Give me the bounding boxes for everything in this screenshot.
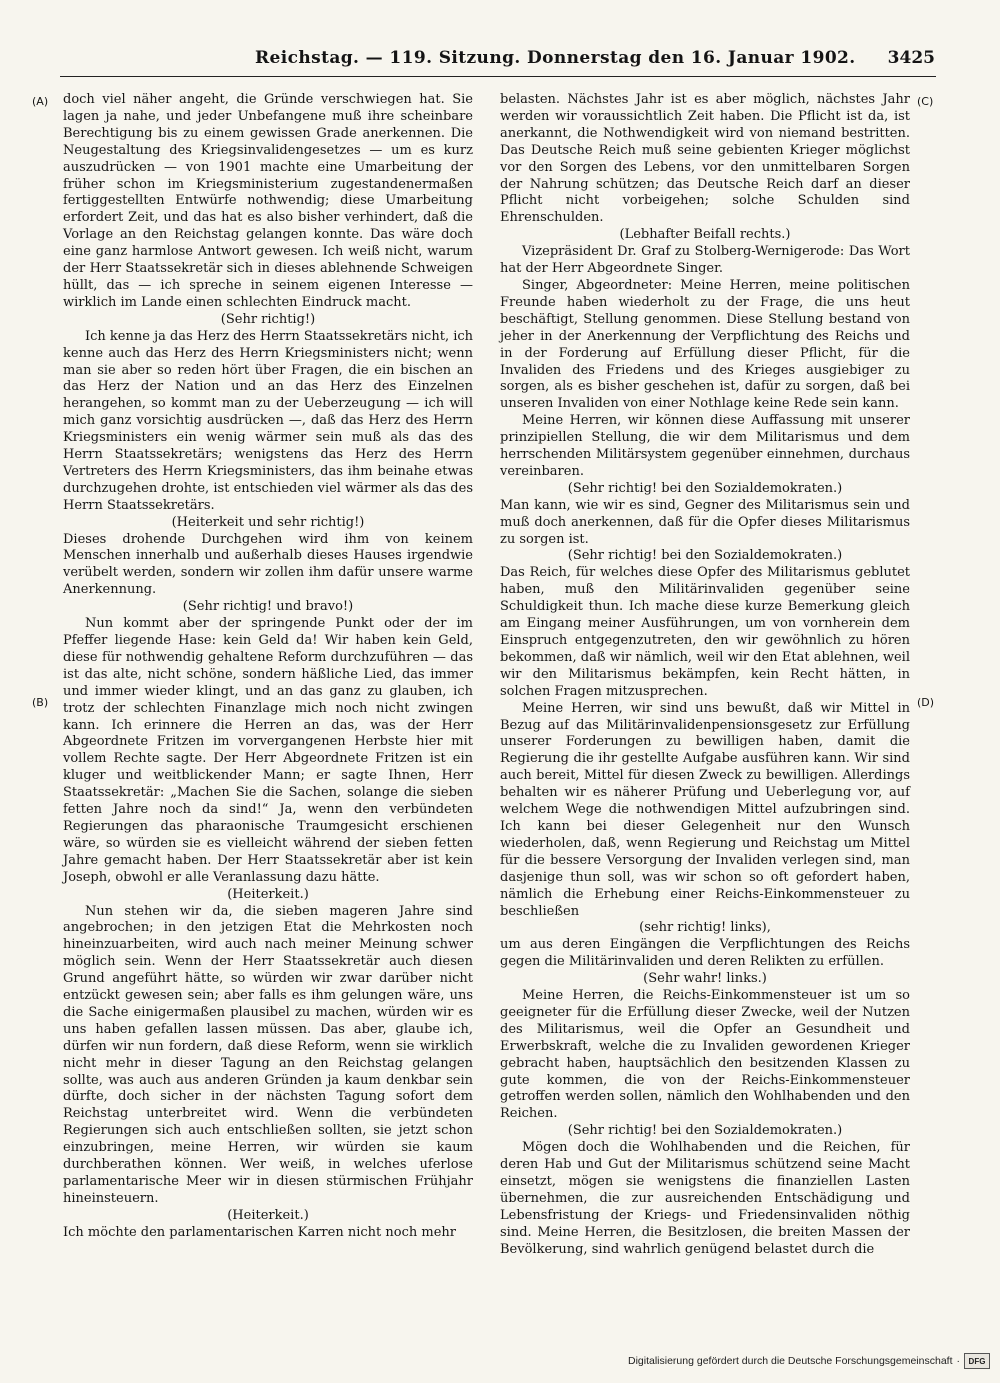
interjection: (Heiterkeit und sehr richtig!) (171, 514, 365, 530)
separator: · (956, 1355, 960, 1367)
interjection: (Sehr richtig! und bravo!) (182, 599, 354, 615)
right-column (500, 92, 910, 1259)
interjection: (Sehr richtig! bei den Sozialdemokraten.) (567, 1123, 843, 1139)
page-header (255, 44, 935, 74)
page-number: 3425 (887, 48, 935, 68)
interjection: (Heiterkeit.) (227, 886, 309, 902)
paragraph: Meine Herren, wir sind uns bewußt, daß wir Mittel in Bezug auf das Militärinvalidenpensionsgesetz zur Erfüllung unserer Forderungen zu bewilligen haben, damit die Regierung die ihr gestellte Aufgabe ausführen kann. Wir sind auch bereit, Mittel für diesen Zweck zu bewilligen. Allerdings behalten wir es näherer Prüfung und Ueberlegung vor, auf welchem Wege die nothwendigen Mittel aufzubringen sind. Ich kann bei dieser Gelegenheit nur den Wunsch wiederholen, daß, wenn Regierung und Reichstag um Mittel für die bessere Versorgung der Invaliden verlegen sind, man dasjenige thun soll, was wir schon so oft gefordert haben, nämlich die Erhebung einer Reichs-Einkommensteuer zu beschließen (500, 700, 910, 919)
paragraph: Ich kenne ja das Herz des Herrn Staatssekretärs nicht, ich kenne auch das Herz des Herrn Kriegsministers nicht; wenn man sie aber so reden hört über Fragen, die ein bischen an das Herz der Nation und an das Herz des Einzelnen herangehen, so kommt man zu der Ueberzeugung — ich will mich ganz vorsichtig ausdrücken —, daß das Herz des Herrn Kriegsministers ein wenig wärmer sein muß als das des Herrn Staatssekretärs; wenigstens das Herz des Herrn Vertreters des Herrn Kriegsministers, das ihm beinahe etwas durchzugehen drohte, ist entschieden viel wärmer als das des Herrn Staatssekretärs. (63, 328, 474, 513)
interjection: (Sehr richtig! bei den Sozialdemokraten.) (567, 480, 843, 496)
interjection: (Sehr richtig! bei den Sozialdemokraten.) (567, 548, 843, 564)
paragraph: um aus deren Eingängen die Verpflichtungen des Reichs gegen die Militärinvaliden und deren Relikten zu erfüllen. (500, 937, 910, 970)
dfg-logo-icon: DFG (964, 1353, 990, 1369)
interjection: (Heiterkeit.) (227, 1207, 309, 1223)
paragraph: Das Reich, für welches diese Opfer des Militarismus geblutet haben, muß den Militärinvaliden gegenüber seine Schuldigkeit thun. Ich mache diese kurze Bemerkung gleich am Eingang meiner Ausführungen, um von vornherein dem Einspruch entgegenzutreten, den wir gewöhnlich zu hören bekommen, daß wir nämlich, weil wir den Etat ablehnen, weil wir den Militarismus bekämpfen, kein Recht hätten, in solchen Fragen mitzusprechen. (500, 565, 910, 699)
interjection: (sehr richtig! links), (639, 920, 771, 936)
speaker-paragraph: Singer, Abgeordneter: Meine Herren, meine politischen Freunde haben wiederholt zu der Frage, die uns heut beschäftigt, Stellung genommen. Diese Stellung bestand von jeher in der Anerkennung der Verpflichtung des Reichs und in der Forderung auf Erfüllung dieser Pflicht, für die Invaliden des Friedens und des Krieges ausgiebiger zu sorgen, als es bisher geschehen ist, dafür zu sorgen, daß bei unseren Invaliden von einer Nothlage keine Rede sein kann. (500, 277, 910, 412)
running-title: Reichstag. — 119. Sitzung. Donnerstag den 16. Januar 1902. (255, 48, 856, 68)
margin-marker-b: (B) (32, 696, 49, 709)
paragraph: Man kann, wie wir es sind, Gegner des Militarismus sein und muß doch anerkennen, daß für die Opfer dieses Militarismus zu sorgen ist. (500, 497, 910, 547)
paragraph: Meine Herren, wir können diese Auffassung mit unserer prinzipiellen Stellung, die wir dem Militarismus und dem herrschenden Militärsystem gegenüber einnehmen, durchaus vereinbaren. (500, 413, 910, 479)
left-column (63, 92, 473, 1242)
paragraph: Meine Herren, die Reichs-Einkommensteuer ist um so geeigneter für die Erfüllung dieser Zwecke, weil der Nutzen des Militarismus, weil die Opfer an Gesundheit und Erwerbskraft, welche die zu Invaliden gewordenen Krieger gebracht haben, hauptsächlich den besitzenden Klassen zu gute kommen, die von der Reichs-Einkommensteuer getroffen werden sollen, nämlich den Wohlhabenden und den Reichen. (500, 988, 910, 1122)
paragraph: Mögen doch die Wohlhabenden und die Reichen, für deren Hab und Gut der Militarismus schützend seine Macht einsetzt, mögen sie wenigstens die finanziellen Lasten übernehmen, die zur ausreichenden Entschädigung und Lebensfristung der Kriegs- und Friedensinvaliden nöthig sind. Meine Herren, die Besitzlosen, die breiten Massen der Bevölkerung, sind wahrlich genügend belastet durch die (500, 1140, 910, 1257)
paragraph: Ich möchte den parlamentarischen Karren nicht noch mehr (63, 1224, 456, 1240)
speaker-paragraph: Vizepräsident Dr. Graf zu Stolberg-Wernigerode: Das Wort hat der Herr Abgeordnete Singer. (500, 244, 910, 277)
interjection: (Lebhafter Beifall rechts.) (619, 227, 791, 243)
paragraph: Nun stehen wir da, die sieben mageren Jahre sind angebrochen; in den jetzigen Etat die Mehrkosten noch hineinzuarbeiten, wird auch nach meiner Meinung schwer möglich sein. Wenn der Herr Staatssekretär auch diesen Grund angeführt hätte, so würden wir zwar darüber nicht entzückt gewesen sein; aber falls es ihm gelungen wäre, uns die Sache einigermaßen plausibel zu machen, würden wir es uns haben gefallen lassen müssen. Das aber, glaube ich, dürfen wir nun fordern, daß diese Reform, wenn sie wirklich nicht mehr in dieser Tagung an den Reichstag gelangen sollte, was auch aus anderen Gründen ja kaum denkbar sein dürfte, doch sicher in der nächsten Tagung sofort dem Reichstag unterbreitet wird. Wenn die verbündeten Regierungen sich auch entschließen sollten, sie jetzt schon einzubringen, meine Herren, wir würden sie kaum durchberathen können. Wer weiß, in welches uferlose parlamentarische Meer wir in diesen stürmischen Frühjahr hineinsteuern. (63, 903, 473, 1206)
interjection: (Sehr wahr! links.) (643, 971, 767, 987)
header-rule (60, 76, 936, 77)
paragraph: belasten. Nächstes Jahr ist es aber möglich, nächstes Jahr werden wir voraussichtlich Zeit haben. Die Pflicht ist da, ist anerkannt, die Nothwendigkeit wird von niemand bestritten. Das Deutsche Reich muß seine gebienten Krieger möglichst vor den Sorgen des Lebens, vor den unmittelbaren Sorgen der Nahrung schützen; das Deutsche Reich darf an dieser Pflicht nicht vorbeigehen; solche Schulden sind Ehrenschulden. (500, 92, 910, 226)
digitization-credit (628, 1353, 990, 1369)
margin-marker-d: (D) (917, 696, 935, 709)
paragraph: Dieses drohende Durchgehen wird ihm von keinem Menschen innerhalb und außerhalb dieses Hauses irgendwie verübelt werden, sondern wir zollen ihm dafür unsere warme Anerkennung. (63, 531, 473, 598)
paragraph: Nun kommt aber der springende Punkt oder der im Pfeffer liegende Hase: kein Geld da! Wir haben kein Geld, diese für nothwendig gehaltene Reform durchzuführen — das ist das alte, nicht schöne, sondern häßliche Lied, das immer und immer wieder klingt, und an das ganz zu glauben, ich trotz der schlechten Finanzlage mich noch nicht zwingen kann. Ich erinnere die Herren an das, was der Herr Abgeordnete Fritzen im vorvergangenen Herbste hier mit vollem Rechte sagte. Der Herr Abgeordnete Fritzen ist ein kluger und weitblickender Mann; er sagte Ihnen, Herr Staatssekretär: „Machen Sie die Sachen, solange die sieben fetten Jahre noch da sind!“ Ja, wenn den verbündeten Regierungen das pharaonische Traumgesicht erschienen wäre, so würden sie es vielleicht während der sieben fetten Jahre gemacht haben. Der Herr Staatssekretär aber ist kein Joseph, obwohl er alle Veranlassung dazu hätte. (63, 616, 473, 885)
margin-marker-c: (C) (917, 95, 934, 108)
credit-text: Digitalisierung gefördert durch die Deutsche Forschungsgemeinschaft (627, 1355, 953, 1367)
margin-marker-a: (A) (32, 95, 49, 108)
paragraph: doch viel näher angeht, die Gründe verschwiegen hat. Sie lagen ja nahe, und jeder Unbefangene muß ihre scheinbare Berechtigung bis zu einem gewissen Grade anerkennen. Die Neugestaltung des Kriegsinvalidengesetzes — um es kurz auszudrücken — von 1901 machte eine Umarbeitung der früher schon im Kriegsministerium zugestandenermaßen fertiggestellten Entwürfe nothwendig; diese Umarbeitung erfordert Zeit, und das hat es also bisher verhindert, daß die Vorlage an den Reichstag gelangen konnte. Das wäre doch eine ganz harmlose Antwort gewesen. Ich weiß nicht, warum der Herr Staatssekretär sich in dieses ablehnende Schweigen hüllt, das — ich spreche in seinem eigenen Interesse — wirklich im Lande einen schlechten Eindruck macht. (63, 92, 473, 310)
interjection: (Sehr richtig!) (220, 311, 316, 327)
